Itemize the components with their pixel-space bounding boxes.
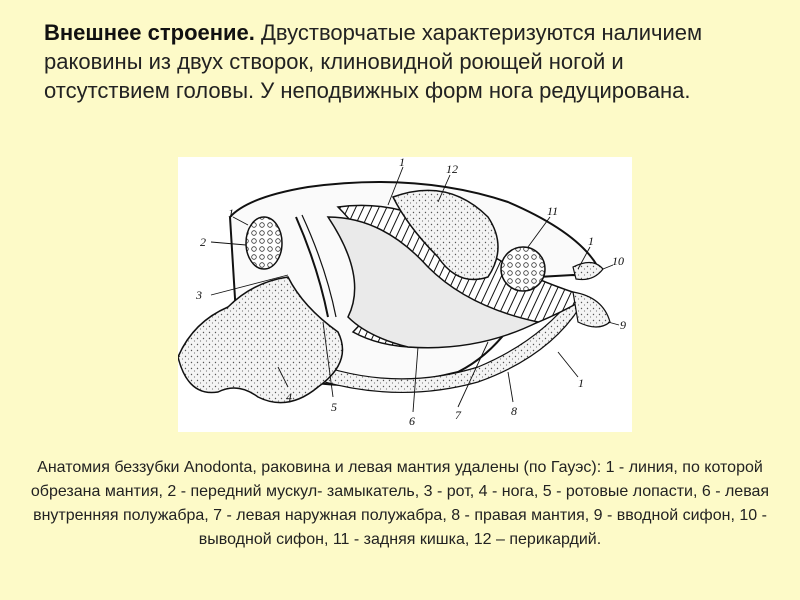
hind-gut (501, 247, 545, 291)
label-9: 9 (620, 318, 626, 332)
label-1-bottom: 1 (578, 376, 584, 390)
label-10: 10 (612, 254, 624, 268)
heading-bold: Внешнее строение. (44, 20, 255, 45)
label-8: 8 (511, 404, 517, 418)
anodonta-anatomy-figure (178, 157, 632, 432)
anterior-adductor (246, 217, 282, 269)
label-12: 12 (446, 162, 458, 176)
label-4: 4 (286, 390, 292, 404)
exhalant-siphon (573, 262, 603, 279)
label-2: 2 (200, 235, 206, 249)
label-1-right: 1 (588, 234, 594, 248)
label-7: 7 (455, 408, 461, 422)
label-6: 6 (409, 414, 415, 428)
heading-body: Двустворчатые характеризуются наличием раковины из двух створок, клиновидной роющей ногой и отсутствием головы. У неподвижных форм нога редуцирована. (44, 20, 703, 103)
label-3: 3 (196, 288, 202, 302)
label-1-upper: 1 (399, 157, 405, 169)
anatomy-drawing (178, 157, 632, 432)
intro-text (44, 18, 744, 105)
figure-caption: Анатомия беззубки Anodonta, раковина и левая мантия удалены (по Гауэс): 1 - линия, по которой обрезана мантия, 2 - передний мускул- замыкатель, 3 - рот, 4 - нога, 5 - ротовые лопасти, 6 - левая внутренняя полужабра, 7 - левая наружная полужабра, 8 - правая мантия, 9 - вводной сифон, 10 - выводной сифон, 11 - задняя кишка, 12 – перикардий. (30, 459, 770, 548)
label-5: 5 (331, 400, 337, 414)
label-1-top: 1 (228, 206, 234, 220)
label-11: 11 (547, 204, 559, 218)
inhalant-siphon (573, 292, 610, 327)
